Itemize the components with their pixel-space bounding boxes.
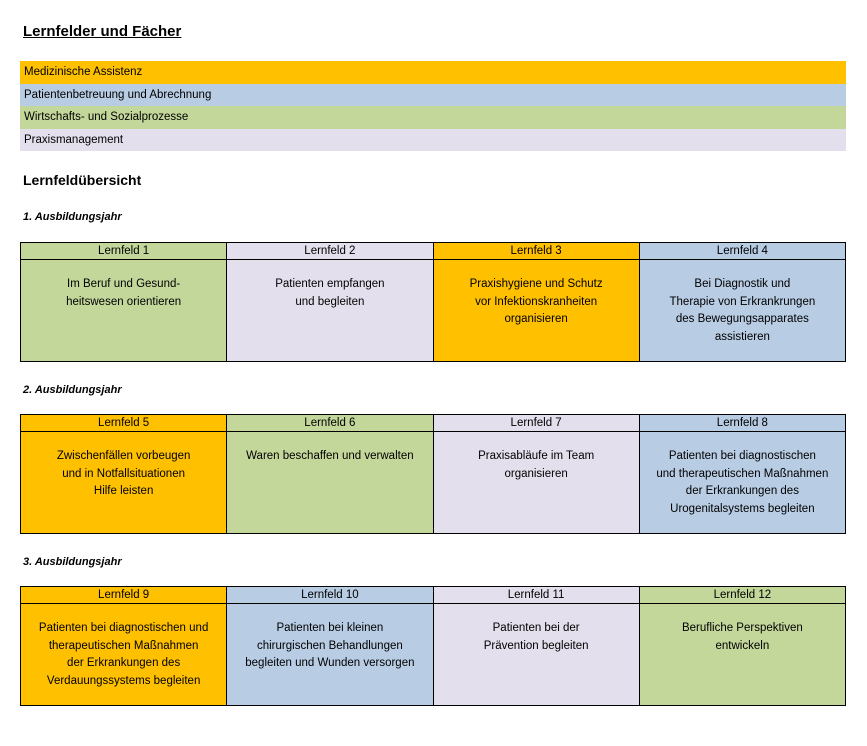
lernfeld-7-header: Lernfeld 7 xyxy=(434,415,640,432)
year-1-table xyxy=(20,242,846,362)
year-2-table xyxy=(20,414,846,534)
year-2-label: 2. Ausbildungsjahr xyxy=(23,384,122,396)
lernfeld-9-header: Lernfeld 9 xyxy=(21,587,227,604)
year-3-label: 3. Ausbildungsjahr xyxy=(23,556,122,568)
overview-heading: Lernfeldübersicht xyxy=(23,172,142,188)
page-title: Lernfelder und Fächer xyxy=(23,23,182,40)
lernfeld-6-header: Lernfeld 6 xyxy=(227,415,433,432)
lernfeld-4-header: Lernfeld 4 xyxy=(640,243,846,260)
lernfeld-8-header: Lernfeld 8 xyxy=(640,415,846,432)
lernfeld-3-header: Lernfeld 3 xyxy=(434,243,640,260)
lernfeld-5-text: Zwischenfällen vorbeugen und in Notfallsituationen Hilfe leisten xyxy=(21,432,227,534)
lernfeld-11-header: Lernfeld 11 xyxy=(434,587,640,604)
lernfeld-12-header: Lernfeld 12 xyxy=(640,587,846,604)
legend-item-patientenbetreuung: Patientenbetreuung und Abrechnung xyxy=(20,84,846,107)
lernfeld-1-text: Im Beruf und Gesund- heitswesen orientieren xyxy=(21,260,227,362)
lernfeld-2-text: Patienten empfangen und begleiten xyxy=(227,260,433,362)
legend-item-medizinische-assistenz: Medizinische Assistenz xyxy=(20,61,846,84)
lernfeld-3-text: Praxishygiene und Schutz vor Infektionskranheiten organisieren xyxy=(434,260,640,362)
color-legend xyxy=(20,61,846,151)
lernfeld-12-text: Berufliche Perspektiven entwickeln xyxy=(640,604,846,706)
year-1-label: 1. Ausbildungsjahr xyxy=(23,211,122,223)
lernfeld-7-text: Praxisabläufe im Team organisieren xyxy=(434,432,640,534)
legend-item-praxismanagement: Praxismanagement xyxy=(20,129,846,152)
lernfeld-10-header: Lernfeld 10 xyxy=(227,587,433,604)
lernfeld-9-text: Patienten bei diagnostischen und therapeutischen Maßnahmen der Erkrankungen des Verdauungssystems begleiten xyxy=(21,604,227,706)
lernfeld-8-text: Patienten bei diagnostischen und therapeutischen Maßnahmen der Erkrankungen des Urogenitalsystems begleiten xyxy=(640,432,846,534)
lernfeld-5-header: Lernfeld 5 xyxy=(21,415,227,432)
legend-item-wirtschafts-sozialprozesse: Wirtschafts- und Sozialprozesse xyxy=(20,106,846,129)
year-3-table xyxy=(20,586,846,706)
lernfeld-11-text: Patienten bei der Prävention begleiten xyxy=(434,604,640,706)
lernfeld-6-text: Waren beschaffen und verwalten xyxy=(227,432,433,534)
lernfeld-4-text: Bei Diagnostik und Therapie von Erkrankrungen des Bewegungsapparates assistieren xyxy=(640,260,846,362)
lernfeld-10-text: Patienten bei kleinen chirurgischen Behandlungen begleiten und Wunden versorgen xyxy=(227,604,433,706)
lernfeld-2-header: Lernfeld 2 xyxy=(227,243,433,260)
lernfeld-1-header: Lernfeld 1 xyxy=(21,243,227,260)
